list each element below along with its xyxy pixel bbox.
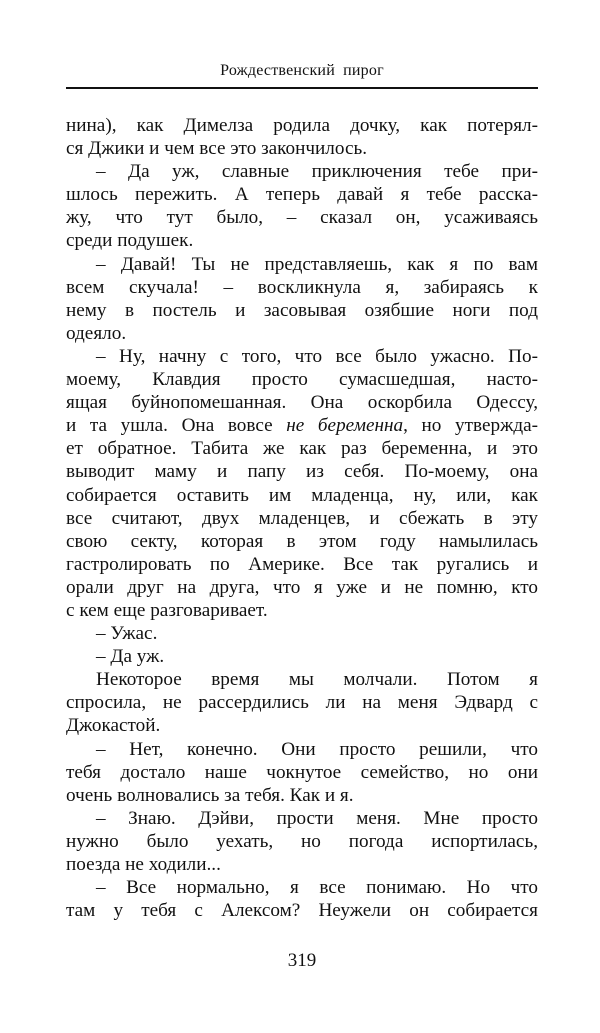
text-line: шлось пережить. А теперь давай я тебе расска- — [66, 184, 538, 206]
text-line: ет обратное. Табита же как раз беременна, и это — [66, 438, 538, 460]
body-text — [66, 114, 538, 922]
text-line: – Нет, конечно. Они просто решили, что — [96, 738, 538, 760]
text-line: – Знаю. Дэйви, прости меня. Мне просто — [96, 807, 538, 829]
text-line: выводит маму и папу из себя. По-моему, она — [66, 461, 538, 483]
text-line: гастролировать по Америке. Все так ругались и — [66, 553, 538, 575]
text-segment: и та ушла. Она вовсе — [66, 415, 287, 437]
text-line: с кем еще разговаривает. — [66, 599, 268, 621]
text-line: всем скучала! – воскликнула я, забираясь к — [66, 276, 538, 298]
text-line: собирается оставить им младенца, ну, или, как — [66, 484, 538, 506]
text-line: моему, Клавдия просто сумасшедшая, насто- — [66, 369, 538, 391]
text-line: – Давай! Ты не представляешь, как я по вам — [96, 253, 538, 275]
text-line: тебя достало наше чокнутое семейство, но они — [66, 761, 538, 783]
page-number: 319 — [287, 950, 317, 971]
text-line-with-emphasis — [66, 414, 538, 437]
text-line: – Да уж. — [96, 646, 165, 668]
text-line: нужно было уехать, но погода испортилась, — [66, 830, 538, 852]
text-line: Джокастой. — [66, 715, 161, 737]
text-line: – Ужас. — [96, 623, 158, 645]
running-title: Рождественский пирог — [220, 62, 384, 79]
text-line: одеяло. — [66, 322, 127, 344]
text-segment: , но утвержда- — [403, 415, 539, 437]
text-line: орали друг на друга, что я уже и не помню, кто — [66, 576, 538, 598]
text-line: нему в постель и засовывая озябшие ноги под — [66, 299, 538, 321]
text-line: там у тебя с Алексом? Неужели он собирается — [66, 900, 538, 922]
text-line: свою секту, которая в этом году намылилась — [66, 530, 538, 552]
emphasis-text: не беременна — [286, 415, 404, 437]
header-rule — [66, 87, 538, 89]
text-line: Некоторое время мы молчали. Потом я — [96, 669, 538, 691]
text-line: очень волновались за тебя. Как и я. — [66, 784, 354, 806]
text-line: – Да уж, славные приключения тебе при- — [96, 161, 538, 183]
text-line: жу, что тут было, – сказал он, усаживаясь — [66, 207, 538, 229]
text-line: ящая буйнопомешанная. Она оскорбила Одессу, — [66, 392, 538, 414]
text-line: – Все нормально, я все понимаю. Но что — [96, 877, 538, 899]
text-line: спросила, не рассердились ли на меня Эдвард с — [66, 692, 538, 714]
text-line: все считают, двух младенцев, и сбежать в эту — [66, 507, 538, 529]
text-line: – Ну, начну с того, что все было ужасно. По- — [96, 345, 538, 367]
text-line: поезда не ходили... — [66, 854, 221, 875]
text-line: среди подушек. — [66, 230, 194, 252]
text-line: нина), как Димелза родила дочку, как потерял- — [66, 115, 538, 136]
text-line: ся Джики и чем все это закончилось. — [66, 138, 368, 160]
